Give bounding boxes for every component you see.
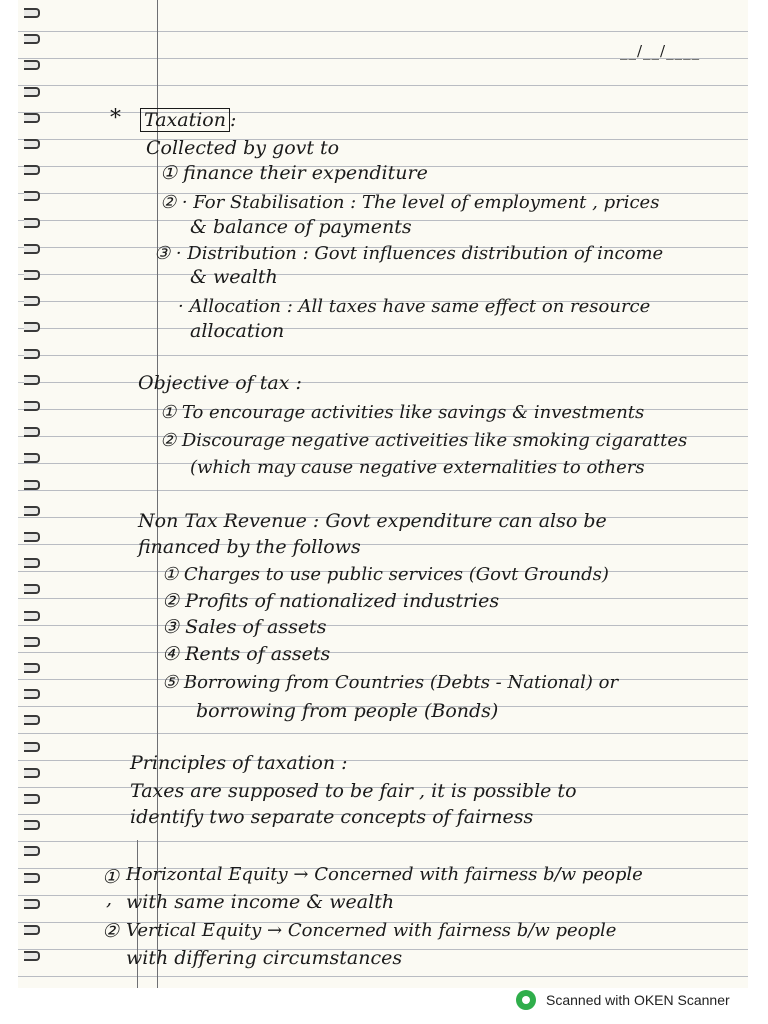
- line-t3b: & wealth: [190, 266, 278, 288]
- spiral-coil: [24, 820, 40, 830]
- vertical-number: ②: [102, 920, 120, 942]
- spiral-coil: [24, 244, 40, 254]
- scanner-footer: [516, 990, 730, 1010]
- spiral-coil: [24, 8, 40, 18]
- spiral-coil: [24, 349, 40, 359]
- spiral-coil: [24, 270, 40, 280]
- line-t4b: allocation: [190, 320, 285, 342]
- spiral-coil: [24, 480, 40, 490]
- spiral-coil: [24, 951, 40, 961]
- line-n2: ② Profits of nationalized industries: [162, 590, 500, 612]
- spiral-coil: [24, 558, 40, 568]
- star-mark: *: [110, 106, 121, 131]
- taxation-title: Taxation: [140, 108, 230, 132]
- spiral-coil: [24, 113, 40, 123]
- spiral-coil: [24, 925, 40, 935]
- spiral-binding: [18, 8, 48, 978]
- spiral-coil: [24, 87, 40, 97]
- spiral-coil: [24, 296, 40, 306]
- horizontal-number: ①: [102, 866, 120, 888]
- principles-heading: Principles of taxation :: [130, 752, 348, 774]
- oken-logo-icon: [516, 990, 536, 1010]
- spiral-coil: [24, 584, 40, 594]
- taxation-colon: :: [229, 109, 237, 131]
- date-field: __/__/____: [620, 42, 701, 60]
- spiral-coil: [24, 34, 40, 44]
- line-t2b: & balance of payments: [190, 216, 412, 238]
- line-nontax-b: financed by the follows: [138, 536, 361, 558]
- spiral-coil: [24, 375, 40, 385]
- spiral-coil: [24, 453, 40, 463]
- line-v1: Vertical Equity → Concerned with fairness b/w people: [126, 920, 617, 941]
- line-n3: ③ Sales of assets: [162, 616, 327, 638]
- line-h2: with same income & wealth: [126, 891, 395, 913]
- taxation-heading: [140, 107, 236, 133]
- objective-heading: Objective of tax :: [138, 372, 302, 394]
- spiral-coil: [24, 663, 40, 673]
- spiral-coil: [24, 873, 40, 883]
- line-o2: ② Discourage negative activeities like smoking cigarattes: [160, 430, 688, 451]
- line-h1: Horizontal Equity → Concerned with fairness b/w people: [126, 864, 643, 885]
- spiral-coil: [24, 768, 40, 778]
- spiral-coil: [24, 794, 40, 804]
- spiral-coil: [24, 715, 40, 725]
- line-t3: ③ · Distribution : Govt influences distribution of income: [154, 243, 664, 264]
- line-t1: ① finance their expenditure: [160, 162, 428, 184]
- horizontal-mark: ,: [106, 888, 113, 910]
- line-v2: with differing circumstances: [126, 947, 403, 969]
- spiral-coil: [24, 322, 40, 332]
- spiral-coil: [24, 191, 40, 201]
- non-tax-heading: Non Tax Revenue : Govt expenditure can also be: [138, 510, 607, 532]
- line-t4: · Allocation : All taxes have same effect on resource: [178, 296, 651, 317]
- spiral-coil: [24, 218, 40, 228]
- spiral-coil: [24, 532, 40, 542]
- notebook-page: [18, 0, 748, 988]
- spiral-coil: [24, 139, 40, 149]
- spiral-coil: [24, 637, 40, 647]
- spiral-coil: [24, 742, 40, 752]
- line-p2: identify two separate concepts of fairness: [130, 806, 534, 828]
- spiral-coil: [24, 846, 40, 856]
- line-p1: Taxes are supposed to be fair , it is possible to: [130, 780, 577, 802]
- spiral-coil: [24, 60, 40, 70]
- line-o2b: (which may cause negative externalities to others: [190, 457, 645, 478]
- spiral-coil: [24, 611, 40, 621]
- spiral-coil: [24, 689, 40, 699]
- spiral-coil: [24, 506, 40, 516]
- scanner-label: Scanned with OKEN Scanner: [546, 992, 730, 1008]
- spiral-coil: [24, 899, 40, 909]
- spiral-coil: [24, 427, 40, 437]
- line-o1: ① To encourage activities like savings & investments: [160, 402, 645, 423]
- line-n4: ④ Rents of assets: [162, 643, 331, 665]
- line-n1: ① Charges to use public services (Govt Grounds): [162, 564, 609, 585]
- spiral-coil: [24, 165, 40, 175]
- line-n5b: borrowing from people (Bonds): [196, 700, 499, 722]
- spiral-coil: [24, 401, 40, 411]
- line-collected: Collected by govt to: [146, 137, 340, 159]
- line-n5: ⑤ Borrowing from Countries (Debts - National) or: [162, 672, 619, 693]
- line-t2: ② · For Stabilisation : The level of employment , prices: [160, 192, 660, 213]
